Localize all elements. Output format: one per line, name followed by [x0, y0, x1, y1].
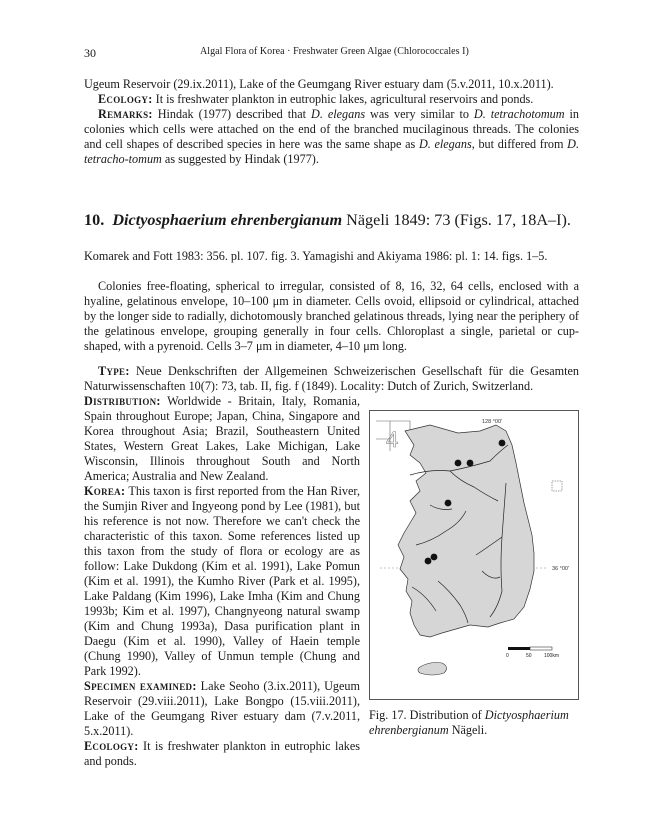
distribution-point: [425, 558, 432, 565]
type-text-wrapper: [84, 364, 579, 394]
type-text: Neue Denkschriften der Allgemeinen Schweizerischen Gesellschaft für die Gesamten Naturwissenschaften 10(7): 73, tab. II, fig. f (1849). Locality: Dutch of Zurich, Switzerland.: [84, 364, 579, 393]
ulleung-inset-box: [552, 481, 562, 491]
latitude-label: 36 °00': [552, 566, 570, 572]
distribution-map-frame: [369, 410, 579, 700]
remarks-label: Remarks:: [98, 107, 153, 121]
caption-prefix: Fig. 17. Distribution of: [369, 708, 485, 722]
caption-suffix: Nägeli.: [448, 723, 488, 737]
ecology-paragraph-2: [84, 739, 360, 769]
page-number: 30: [84, 46, 96, 60]
specimen-continuation: Ugeum Reservoir (29.ix.2011), Lake of the Geumgang River estuary dam (5.v.2011, 10.x.2011).: [84, 77, 554, 91]
distribution-text: Worldwide - Britain, Italy, Romania, Spain throughout Europe; Japan, China, Singapore and Korea throughout Asia; Brazil, Southeastern United States, Western Great Lakes, Lake Michigan, Lake Wisconsin, Illinois throughout South and North America; Australia and New Zealand.: [84, 394, 360, 483]
remarks-text: , but differed from: [471, 137, 568, 151]
left-column: [84, 394, 360, 769]
remarks-paragraph: [84, 107, 579, 167]
distribution-point: [499, 440, 506, 447]
jeju-island: [418, 663, 447, 676]
description-text: Colonies free-floating, spherical to irregular, consisted of 8, 16, 32, 64 cells, enclosed with a hyaline, gelatinous envelope, 10–100 μm in diameter. Cells ovoid, ellipsoid or cylindrical, attached by the longer side to radially, dichotomously branched gelatinous threads, lying near the periphery of the gelatinous envelope, grouping generally in four cells. Chloroplast a single, parietal or cup-shaped, with a pyrenoid. Cells 3–7 μm in diameter, 4–10 μm long.: [84, 279, 579, 353]
species-name: D. elegans: [418, 137, 472, 151]
caption-species: Dictyosphaerium ehrenbergianum: [369, 708, 569, 737]
scale-segment: [530, 647, 552, 650]
scale-segment: [508, 647, 530, 650]
distribution-point: [445, 500, 452, 507]
figure-caption: [369, 708, 581, 738]
remarks-text: was very similar to: [365, 107, 474, 121]
remarks-text: in colonies which cells were attached on the end of the branched mucilaginous threads. The colonies and cell shapes of described species in here was the same shape as: [84, 107, 580, 151]
previous-species-tail: [84, 77, 579, 167]
species-heading: [84, 211, 584, 230]
distribution-label: Distribution:: [84, 394, 161, 408]
species-author: Nägeli 1849: 73 (Figs. 17, 18A–I).: [342, 211, 571, 229]
distribution-point: [467, 460, 474, 467]
type-paragraph: [84, 364, 579, 394]
running-title: Algal Flora of Korea · Freshwater Green Algae (Chlorococcales I): [200, 46, 469, 57]
species-description: [84, 279, 579, 354]
specimen-text: Lake Seoho (3.ix.2011), Ugeum Reservoir (29.viii.2011), Lake Bongpo (15.viii.2011), Lake of the Geumgang River estuary dam (7.v.2011, 5.x.2011).: [84, 679, 360, 738]
type-label: Type:: [98, 364, 130, 378]
distribution-point: [431, 554, 438, 561]
species-name: D. tetracho-tomum: [84, 137, 579, 166]
remarks-text: as suggested by Hindak (1977).: [161, 152, 319, 166]
korea-paragraph: [84, 484, 360, 679]
species-name: D. tetrachotomum: [473, 107, 565, 121]
ecology-paragraph: [84, 92, 579, 107]
literature-citation: Komarek and Fott 1983: 356. pl. 107. fig. 3. Yamagishi and Akiyama 1986: pl. 1: 14. figs. 1–5.: [84, 249, 548, 263]
specimen-paragraph: [84, 679, 360, 739]
specimen-label: Specimen examined:: [84, 679, 197, 693]
ecology-label-2: Ecology:: [84, 739, 139, 753]
ecology-text: It is freshwater plankton in eutrophic lakes, agricultural reservoirs and ponds.: [152, 92, 534, 106]
scale-bar: [506, 647, 559, 659]
ecology-text-2: It is freshwater plankton in eutrophic lakes and ponds.: [84, 739, 360, 768]
distribution-paragraph: [84, 394, 360, 484]
section-number: 10.: [84, 211, 105, 229]
scale-label-mid: 50: [526, 653, 532, 659]
distribution-map: [370, 411, 578, 699]
korea-peninsula-land: [398, 425, 534, 637]
species-title: Dictyosphaerium ehrenbergianum: [112, 211, 343, 229]
ecology-label: Ecology:: [98, 92, 153, 106]
map-corner-numeral: 4: [386, 427, 399, 452]
longitude-label: 128 °00': [482, 419, 503, 425]
korea-text: This taxon is first reported from the Han River, the Sumjin River and Ingyeong pond by Lee (1981), but his reference is not now. Therefore we can't check the characteristic of this taxon. Some references listed up this taxon from the study of flora or ecology are as follow: Lake Dukdong (Kim et al. 1991), Lake Pomun (Kim et al. 1991), the Kumho River (Park et al. 1995), Lake Paldang (Kim 1996), Lake Imha (Kim and Chung 1993b; Kim et al. 1997), Changnyeong natural swamp (Kim and Chung 1993a), Dasa purification plant in Daegu (Kim et al. 1990), Valley of Haein temple (Chung 1990), Valley of Unmun temple (Chung and Park 1992).: [84, 484, 360, 678]
scale-label-end: 100km: [544, 653, 560, 659]
scale-label-zero: 0: [506, 653, 509, 659]
distribution-point: [455, 460, 462, 467]
korea-label: Korea:: [84, 484, 126, 498]
remarks-text: Hindak (1977) described that: [152, 107, 312, 121]
species-name: D. elegans: [311, 107, 366, 121]
